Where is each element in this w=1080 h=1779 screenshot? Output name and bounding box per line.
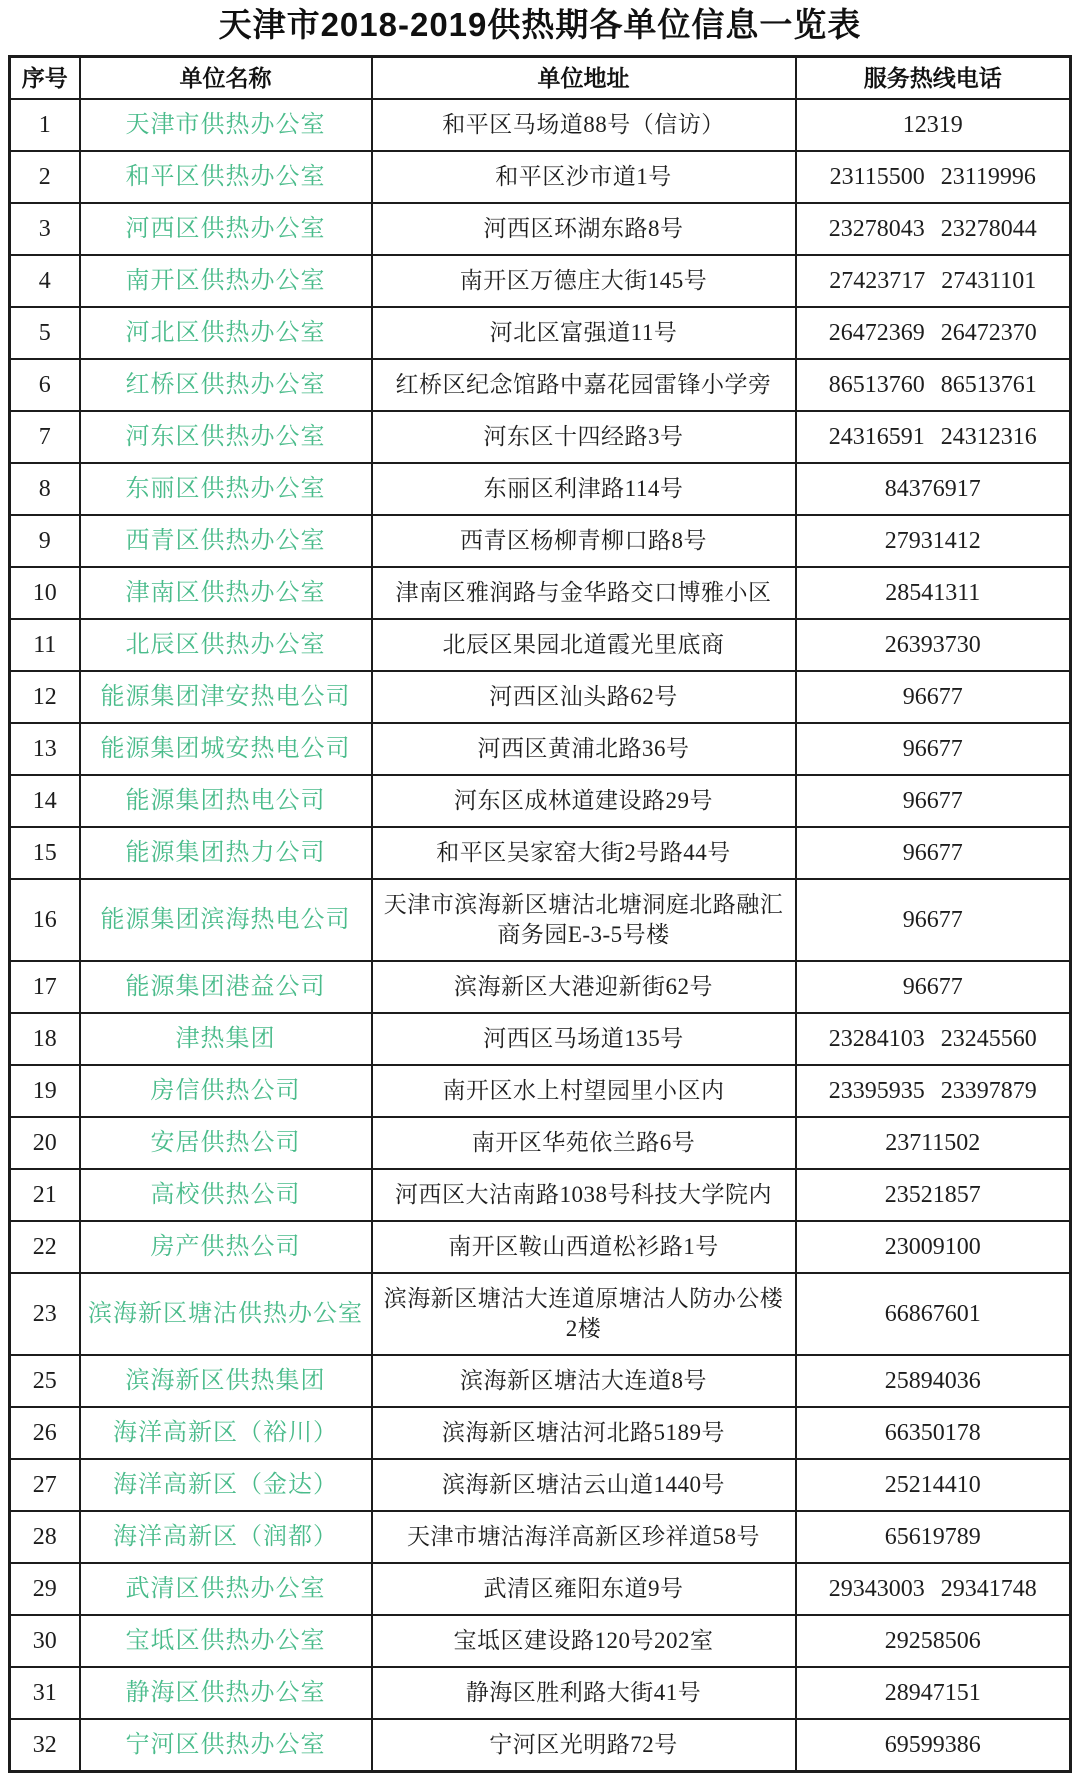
name-cell: 武清区供热办公室 (80, 1563, 372, 1615)
index-cell: 13 (10, 723, 80, 775)
address-cell: 武清区雍阳东道9号 (372, 1563, 796, 1615)
index-cell: 3 (10, 203, 80, 255)
table-row (10, 961, 1071, 1013)
name-cell: 和平区供热办公室 (80, 151, 372, 203)
name-cell: 滨海新区供热集团 (80, 1355, 372, 1407)
column-header-index: 序号 (10, 57, 80, 100)
index-cell: 12 (10, 671, 80, 723)
name-cell: 海洋高新区（裕川） (80, 1407, 372, 1459)
table-row (10, 1273, 1071, 1355)
table-row (10, 1459, 1071, 1511)
name-cell: 能源集团津安热电公司 (80, 671, 372, 723)
index-cell: 1 (10, 99, 80, 151)
address-cell: 和平区沙市道1号 (372, 151, 796, 203)
phone-cell: 29258506 (796, 1615, 1071, 1667)
name-cell: 河北区供热办公室 (80, 307, 372, 359)
address-cell: 河西区大沽南路1038号科技大学院内 (372, 1169, 796, 1221)
index-cell: 30 (10, 1615, 80, 1667)
index-cell: 21 (10, 1169, 80, 1221)
name-cell: 宁河区供热办公室 (80, 1719, 372, 1772)
address-cell: 河西区环湖东路8号 (372, 203, 796, 255)
index-cell: 11 (10, 619, 80, 671)
name-cell: 房产供热公司 (80, 1221, 372, 1273)
name-cell: 宝坻区供热办公室 (80, 1615, 372, 1667)
index-cell: 5 (10, 307, 80, 359)
address-cell: 静海区胜利路大街41号 (372, 1667, 796, 1719)
phone-cell: 96677 (796, 723, 1071, 775)
address-cell: 河西区黄浦北路36号 (372, 723, 796, 775)
name-cell: 滨海新区塘沽供热办公室 (80, 1273, 372, 1355)
name-cell: 能源集团城安热电公司 (80, 723, 372, 775)
phone-cell: 25214410 (796, 1459, 1071, 1511)
index-cell: 29 (10, 1563, 80, 1615)
address-cell: 北辰区果园北道霞光里底商 (372, 619, 796, 671)
address-cell: 和平区马场道88号（信访） (372, 99, 796, 151)
name-cell: 能源集团热力公司 (80, 827, 372, 879)
name-cell: 海洋高新区（金达） (80, 1459, 372, 1511)
table-header-row (10, 57, 1071, 100)
address-cell: 滨海新区塘沽云山道1440号 (372, 1459, 796, 1511)
index-cell: 4 (10, 255, 80, 307)
table-row (10, 99, 1071, 151)
name-cell: 津南区供热办公室 (80, 567, 372, 619)
address-cell: 河西区汕头路62号 (372, 671, 796, 723)
name-cell: 静海区供热办公室 (80, 1667, 372, 1719)
table-row (10, 879, 1071, 961)
phone-cell: 96677 (796, 961, 1071, 1013)
table-row (10, 307, 1071, 359)
address-cell: 天津市塘沽海洋高新区珍祥道58号 (372, 1511, 796, 1563)
address-cell: 宝坻区建设路120号202室 (372, 1615, 796, 1667)
phone-cell: 28541311 (796, 567, 1071, 619)
index-cell: 27 (10, 1459, 80, 1511)
index-cell: 31 (10, 1667, 80, 1719)
index-cell: 2 (10, 151, 80, 203)
table-row (10, 255, 1071, 307)
table-row (10, 1667, 1071, 1719)
phone-cell: 24316591 24312316 (796, 411, 1071, 463)
index-cell: 17 (10, 961, 80, 1013)
table-row (10, 827, 1071, 879)
table-row (10, 1355, 1071, 1407)
phone-cell: 25894036 (796, 1355, 1071, 1407)
name-cell: 安居供热公司 (80, 1117, 372, 1169)
table-row (10, 463, 1071, 515)
address-cell: 滨海新区塘沽大连道8号 (372, 1355, 796, 1407)
address-cell: 滨海新区塘沽大连道原塘沽人防办公楼2楼 (372, 1273, 796, 1355)
table-row (10, 1013, 1071, 1065)
phone-cell: 27423717 27431101 (796, 255, 1071, 307)
index-cell: 14 (10, 775, 80, 827)
phone-cell: 23395935 23397879 (796, 1065, 1071, 1117)
table-row (10, 671, 1071, 723)
index-cell: 28 (10, 1511, 80, 1563)
index-cell: 23 (10, 1273, 80, 1355)
name-cell: 西青区供热办公室 (80, 515, 372, 567)
heating-units-table (8, 55, 1072, 1773)
address-cell: 津南区雅润路与金华路交口博雅小区 (372, 567, 796, 619)
phone-cell: 23278043 23278044 (796, 203, 1071, 255)
phone-cell: 69599386 (796, 1719, 1071, 1772)
address-cell: 河北区富强道11号 (372, 307, 796, 359)
phone-cell: 66350178 (796, 1407, 1071, 1459)
name-cell: 能源集团滨海热电公司 (80, 879, 372, 961)
phone-cell: 23711502 (796, 1117, 1071, 1169)
table-row (10, 151, 1071, 203)
table-row (10, 1065, 1071, 1117)
index-cell: 8 (10, 463, 80, 515)
address-cell: 滨海新区塘沽河北路5189号 (372, 1407, 796, 1459)
index-cell: 7 (10, 411, 80, 463)
column-header-name: 单位名称 (80, 57, 372, 100)
table-row (10, 1563, 1071, 1615)
table-row (10, 723, 1071, 775)
name-cell: 高校供热公司 (80, 1169, 372, 1221)
phone-cell: 96677 (796, 671, 1071, 723)
address-cell: 河东区十四经路3号 (372, 411, 796, 463)
phone-cell: 23009100 (796, 1221, 1071, 1273)
name-cell: 东丽区供热办公室 (80, 463, 372, 515)
phone-cell: 26393730 (796, 619, 1071, 671)
column-header-address: 单位地址 (372, 57, 796, 100)
table-row (10, 775, 1071, 827)
address-cell: 天津市滨海新区塘沽北塘洞庭北路融汇商务园E-3-5号楼 (372, 879, 796, 961)
name-cell: 能源集团港益公司 (80, 961, 372, 1013)
address-cell: 河东区成林道建设路29号 (372, 775, 796, 827)
name-cell: 海洋高新区（润都） (80, 1511, 372, 1563)
address-cell: 南开区华苑依兰路6号 (372, 1117, 796, 1169)
table-row (10, 411, 1071, 463)
phone-cell: 23115500 23119996 (796, 151, 1071, 203)
phone-cell: 27931412 (796, 515, 1071, 567)
phone-cell: 29343003 29341748 (796, 1563, 1071, 1615)
table-row (10, 619, 1071, 671)
index-cell: 20 (10, 1117, 80, 1169)
address-cell: 西青区杨柳青柳口路8号 (372, 515, 796, 567)
table-header (10, 57, 1071, 100)
phone-cell: 84376917 (796, 463, 1071, 515)
table-row (10, 1511, 1071, 1563)
address-cell: 南开区鞍山西道松衫路1号 (372, 1221, 796, 1273)
table-row (10, 203, 1071, 255)
address-cell: 南开区水上村望园里小区内 (372, 1065, 796, 1117)
table-row (10, 1719, 1071, 1772)
table-row (10, 567, 1071, 619)
phone-cell: 23284103 23245560 (796, 1013, 1071, 1065)
table-row (10, 1407, 1071, 1459)
name-cell: 房信供热公司 (80, 1065, 372, 1117)
address-cell: 河西区马场道135号 (372, 1013, 796, 1065)
index-cell: 25 (10, 1355, 80, 1407)
name-cell: 河西区供热办公室 (80, 203, 372, 255)
name-cell: 能源集团热电公司 (80, 775, 372, 827)
phone-cell: 96677 (796, 775, 1071, 827)
phone-cell: 26472369 26472370 (796, 307, 1071, 359)
index-cell: 19 (10, 1065, 80, 1117)
index-cell: 26 (10, 1407, 80, 1459)
table-row (10, 1169, 1071, 1221)
index-cell: 18 (10, 1013, 80, 1065)
index-cell: 10 (10, 567, 80, 619)
address-cell: 滨海新区大港迎新街62号 (372, 961, 796, 1013)
index-cell: 15 (10, 827, 80, 879)
phone-cell: 12319 (796, 99, 1071, 151)
index-cell: 22 (10, 1221, 80, 1273)
address-cell: 东丽区利津路114号 (372, 463, 796, 515)
address-cell: 宁河区光明路72号 (372, 1719, 796, 1772)
phone-cell: 96677 (796, 827, 1071, 879)
address-cell: 红桥区纪念馆路中嘉花园雷锋小学旁 (372, 359, 796, 411)
phone-cell: 96677 (796, 879, 1071, 961)
address-cell: 和平区吴家窑大街2号路44号 (372, 827, 796, 879)
index-cell: 9 (10, 515, 80, 567)
phone-cell: 66867601 (796, 1273, 1071, 1355)
name-cell: 红桥区供热办公室 (80, 359, 372, 411)
table-row (10, 1117, 1071, 1169)
table-row (10, 359, 1071, 411)
name-cell: 北辰区供热办公室 (80, 619, 372, 671)
index-cell: 32 (10, 1719, 80, 1772)
table-row (10, 515, 1071, 567)
phone-cell: 86513760 86513761 (796, 359, 1071, 411)
index-cell: 16 (10, 879, 80, 961)
name-cell: 河东区供热办公室 (80, 411, 372, 463)
phone-cell: 28947151 (796, 1667, 1071, 1719)
table-body (10, 99, 1071, 1772)
name-cell: 津热集团 (80, 1013, 372, 1065)
phone-cell: 65619789 (796, 1511, 1071, 1563)
table-row (10, 1221, 1071, 1273)
address-cell: 南开区万德庄大街145号 (372, 255, 796, 307)
table-row (10, 1615, 1071, 1667)
name-cell: 天津市供热办公室 (80, 99, 372, 151)
index-cell: 6 (10, 359, 80, 411)
name-cell: 南开区供热办公室 (80, 255, 372, 307)
page-title: 天津市2018-2019供热期各单位信息一览表 (218, 6, 862, 43)
phone-cell: 23521857 (796, 1169, 1071, 1221)
column-header-phone: 服务热线电话 (796, 57, 1071, 100)
